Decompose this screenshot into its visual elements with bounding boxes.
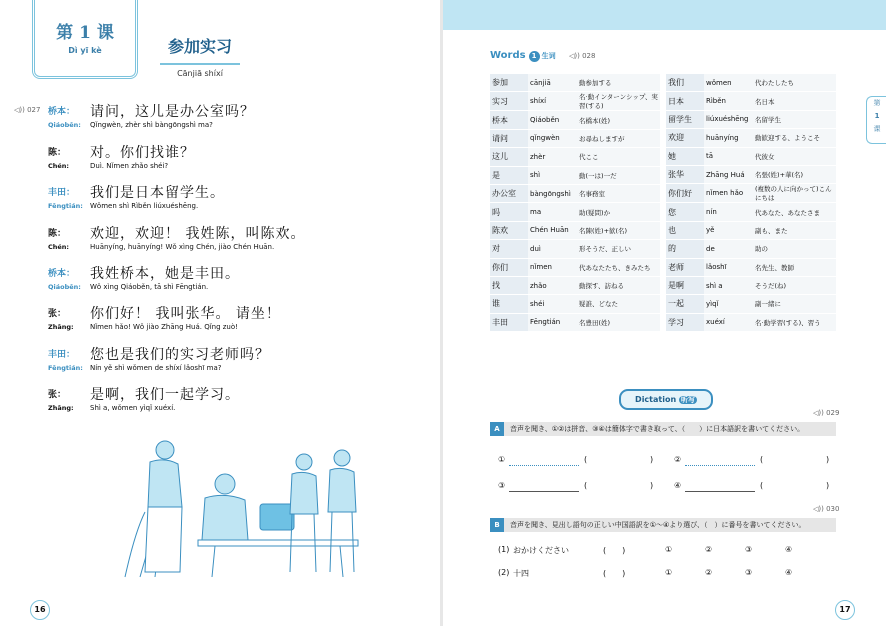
section-a-instruction: A 音声を聞き、①②は拼音、③④は簡体字で書き取って、（ ）に日本語訳を書いてください。 [490,422,836,436]
option[interactable]: ② [705,568,713,577]
speaker-pinyin: Fēngtián: [48,364,83,372]
option[interactable]: ③ [745,545,753,554]
vocab-meaning: 名張(姓)+華(名) [753,165,836,183]
vocab-word: 丰田 [490,313,528,331]
vocab-pinyin: Fēngtián [528,313,577,331]
line-chinese: 是啊，我们一起学习。 [90,387,240,403]
lesson-pinyin: Dì yī kè [68,46,102,55]
item-number: (1) [498,545,510,554]
lesson-title [160,34,240,78]
vocab-row [490,148,660,166]
vocab-row [490,111,660,129]
item-number: ② [674,455,682,464]
vocab-table-left [490,74,660,332]
answer-line[interactable] [509,464,579,466]
vocab-word: 这儿 [490,148,528,166]
vocab-row [666,240,836,258]
vocab-word: 老师 [666,258,704,276]
speaker-pinyin: Qiáoběn: [48,283,81,291]
paren-open: ( [584,455,588,464]
speaker: 丰田： [48,350,76,360]
vocab-meaning: 副も、また [753,221,836,239]
paren-open: ( [584,481,588,490]
vocab-pinyin: shéi [528,295,577,313]
vocab-meaning: 動参加する [577,74,660,92]
line-chinese: 欢迎，欢迎！ 我姓陈，叫陈欢。 [90,226,306,242]
vocab-meaning: 名先生、教師 [753,258,836,276]
vocab-meaning: 動歓迎する、ようこそ [753,129,836,147]
vocab-meaning: 形そうだ、正しい [577,240,660,258]
option[interactable]: ④ [785,545,793,554]
item-number: (2) [498,568,510,577]
vocab-meaning: 代彼女 [753,147,836,165]
vocab-pinyin: duì [528,240,577,258]
vocab-row [666,92,836,110]
option[interactable]: ① [665,545,673,554]
answer-line[interactable] [509,490,579,492]
vocab-meaning: 名事務室 [577,184,660,202]
vocab-pinyin: huānyíng [704,129,753,147]
vocab-pinyin: zhèr [528,148,577,166]
top-bar [130,0,440,22]
audio-icon[interactable]: ◁)) 030 [813,505,840,513]
vocab-pinyin: zhǎo [528,276,577,294]
option[interactable]: ② [705,545,713,554]
speaker: 陈： [48,229,67,239]
vocab-table-right [666,74,836,332]
vocab-row [490,295,660,313]
office-illustration [120,432,370,582]
vocab-meaning: お尋ねしますが [577,129,660,147]
answer-paren[interactable]: ( ) [603,546,626,555]
line-chinese: 对。你们找谁？ [90,145,195,161]
speaker-pinyin: Zhāng: [48,323,74,331]
vocab-row [666,258,836,276]
vocab-pinyin: nǐmen [528,258,577,276]
vocab-meaning: 名日本 [753,92,836,110]
vocab-word: 是啊 [666,276,704,294]
vocab-word: 张华 [666,165,704,183]
right-page [443,0,886,626]
vocab-row [490,221,660,239]
lesson-badge [32,0,138,79]
vocab-pinyin: shíxí [528,92,577,111]
line-pinyin: Qǐngwèn, zhèr shì bàngōngshì ma? [90,121,213,129]
vocab-row [490,276,660,294]
vocab-pinyin: xuéxí [704,313,753,331]
vocab-row [490,203,660,221]
vocab-meaning: 名·動学習(する)、習う [753,313,836,331]
vocab-word: 日本 [666,92,704,110]
line-pinyin: Nín yě shì wǒmen de shíxí lǎoshī ma? [90,364,222,372]
speaker-pinyin: Qiáoběn: [48,121,81,129]
paren-close: ) [650,481,654,490]
vocab-row [666,203,836,221]
vocab-word: 桥本 [490,111,528,129]
vocab-row [490,129,660,147]
line-pinyin: Nǐmen hǎo! Wǒ jiào Zhāng Huá. Qǐng zuò! [90,323,238,331]
vocab-row [666,295,836,313]
vocab-word: 也 [666,221,704,239]
vocab-row [490,92,660,111]
vocab-word: 你们好 [666,184,704,203]
vocab-meaning: 動探す、訪ねる [577,276,660,294]
vocab-meaning: 名豊田(姓) [577,313,660,331]
words-header: Words 1 生词 [490,50,556,61]
speaker: 陈： [48,148,67,158]
vocab-meaning: 助(疑問)か [577,203,660,221]
vocab-word: 您 [666,203,704,221]
line-pinyin: Huānyíng, huānyíng! Wǒ xìng Chén, jiào Chén Huān. [90,243,275,251]
title-chinese: 参加实习 [167,37,232,56]
vocab-word: 实习 [490,92,528,111]
option[interactable]: ③ [745,568,753,577]
speaker-pinyin: Zhāng: [48,404,74,412]
vocab-meaning: 名留学生 [753,110,836,128]
vocab-pinyin: nǐmen hǎo [704,184,753,203]
vocab-meaning: 助の [753,240,836,258]
vocab-row [490,313,660,331]
vocab-pinyin: cānjiā [528,74,577,92]
page-number: 17 [835,600,855,620]
vocab-pinyin: lǎoshī [704,258,753,276]
vocab-pinyin: shì [528,166,577,184]
paren-close: ) [650,455,654,464]
vocab-word: 她 [666,147,704,165]
lesson-side-tab: 第 1 课 [866,96,886,144]
line-chinese: 您也是我们的实习老师吗？ [90,347,270,363]
speaker-pinyin: Fēngtián: [48,202,83,210]
top-bar [443,0,886,30]
vocab-word: 欢迎 [666,129,704,147]
vocab-meaning: 名·動インターンシップ、実習(する) [577,92,660,111]
vocab-pinyin: liúxuéshēng [704,110,753,128]
vocab-row [666,147,836,165]
vocab-word: 找 [490,276,528,294]
vocab-word: 办公室 [490,184,528,202]
vocab-row [490,74,660,92]
vocab-word: 陈欢 [490,221,528,239]
paren-close: ) [826,481,830,490]
item-number: ① [498,455,506,464]
vocab-word: 学习 [666,313,704,331]
vocab-pinyin: tā [704,147,753,165]
vocab-pinyin: Zhāng Huá [704,165,753,183]
speaker-pinyin: Chén: [48,243,70,251]
vocab-row [490,166,660,184]
vocab-meaning: そうだ(ね) [753,276,836,294]
vocab-row [490,258,660,276]
speaker: 桥本： [48,269,76,279]
vocab-pinyin: qǐngwèn [528,129,577,147]
vocab-pinyin: shì a [704,276,753,294]
vocab-pinyin: ma [528,203,577,221]
vocab-row [490,184,660,202]
speaker: 张： [48,390,67,400]
left-page [0,0,441,626]
vocab-meaning: (複数の人に向かって)こんにちは [753,184,836,203]
speaker: 张： [48,309,67,319]
lesson-number: 第 1 课 [56,23,114,43]
line-chinese: 你们好！ 我叫张华。 请坐！ [90,306,281,322]
vocab-row [666,110,836,128]
line-chinese: 我们是日本留学生。 [90,185,225,201]
answer-paren[interactable]: ( ) [603,569,626,578]
vocab-pinyin: Qiáoběn [528,111,577,129]
vocab-pinyin: nín [704,203,753,221]
vocab-pinyin: bàngōngshì [528,184,577,202]
vocab-meaning: 代ここ [577,148,660,166]
line-pinyin: Duì. Nǐmen zhǎo shéi? [90,162,169,170]
line-pinyin: Wǒ xìng Qiáoběn, tā shì Fēngtián. [90,283,209,291]
vocab-meaning: 副一緒に [753,295,836,313]
paren-close: ) [826,455,830,464]
answer-line[interactable] [685,490,755,492]
line-pinyin: Wǒmen shì Rìběn liúxuéshēng. [90,202,199,210]
dictation-badge: Dictation 听写 [619,389,713,410]
answer-line[interactable] [685,464,755,466]
vocab-word: 对 [490,240,528,258]
line-chinese: 请问，这儿是办公室吗？ [90,104,255,120]
vocab-meaning: 代あなた、あなたさま [753,203,836,221]
paren-open: ( [760,481,764,490]
vocab-pinyin: de [704,240,753,258]
vocab-meaning: 代あなたたち、きみたち [577,258,660,276]
option[interactable]: ① [665,568,673,577]
audio-icon[interactable]: ◁)) 029 [813,409,840,417]
item-text: 十四 [513,569,529,578]
vocab-pinyin: yě [704,221,753,239]
vocab-word: 是 [490,166,528,184]
vocab-word: 谁 [490,295,528,313]
vocab-pinyin: wǒmen [704,74,753,92]
vocab-word: 留学生 [666,110,704,128]
vocab-meaning: 疑誰、どなた [577,295,660,313]
line-pinyin: Shì a, wǒmen yìqǐ xuéxí. [90,404,176,412]
vocab-meaning: 名橋本(姓) [577,111,660,129]
vocab-meaning: 動(一は)一だ [577,166,660,184]
vocab-pinyin: yìqǐ [704,295,753,313]
page-number: 16 [30,600,50,620]
item-number: ④ [674,481,682,490]
vocab-pinyin: Chén Huān [528,221,577,239]
vocab-row [666,313,836,331]
vocab-row [666,74,836,92]
vocab-word: 一起 [666,295,704,313]
title-pinyin: Cānjiā shíxí [160,63,240,78]
vocab-row [490,240,660,258]
vocab-meaning: 代わたしたち [753,74,836,92]
vocab-word: 请问 [490,129,528,147]
vocab-row [666,221,836,239]
vocab-word: 我们 [666,74,704,92]
vocab-row [666,276,836,294]
vocab-pinyin: Rìběn [704,92,753,110]
item-number: ③ [498,481,506,490]
paren-open: ( [760,455,764,464]
audio-icon[interactable]: ◁)) 028 [569,52,596,60]
option[interactable]: ④ [785,568,793,577]
vocab-row [666,129,836,147]
audio-icon[interactable]: ◁)) 027 [14,106,41,114]
vocab-word: 参加 [490,74,528,92]
speaker-pinyin: Chén: [48,162,70,170]
speaker: 桥本： [48,107,76,117]
section-b-instruction: B 音声を聞き、見出し語句の正しい中国語訳を①〜④より選び、（ ）に番号を書いてください。 [490,518,836,532]
vocab-meaning: 名陳(姓)+歓(名) [577,221,660,239]
line-chinese: 我姓桥本，她是丰田。 [90,266,240,282]
vocab-row [666,165,836,183]
vocab-word: 你们 [490,258,528,276]
vocab-row [666,184,836,203]
item-text: おかけください [513,546,569,555]
vocab-word: 吗 [490,203,528,221]
vocab-word: 的 [666,240,704,258]
speaker: 丰田： [48,188,76,198]
